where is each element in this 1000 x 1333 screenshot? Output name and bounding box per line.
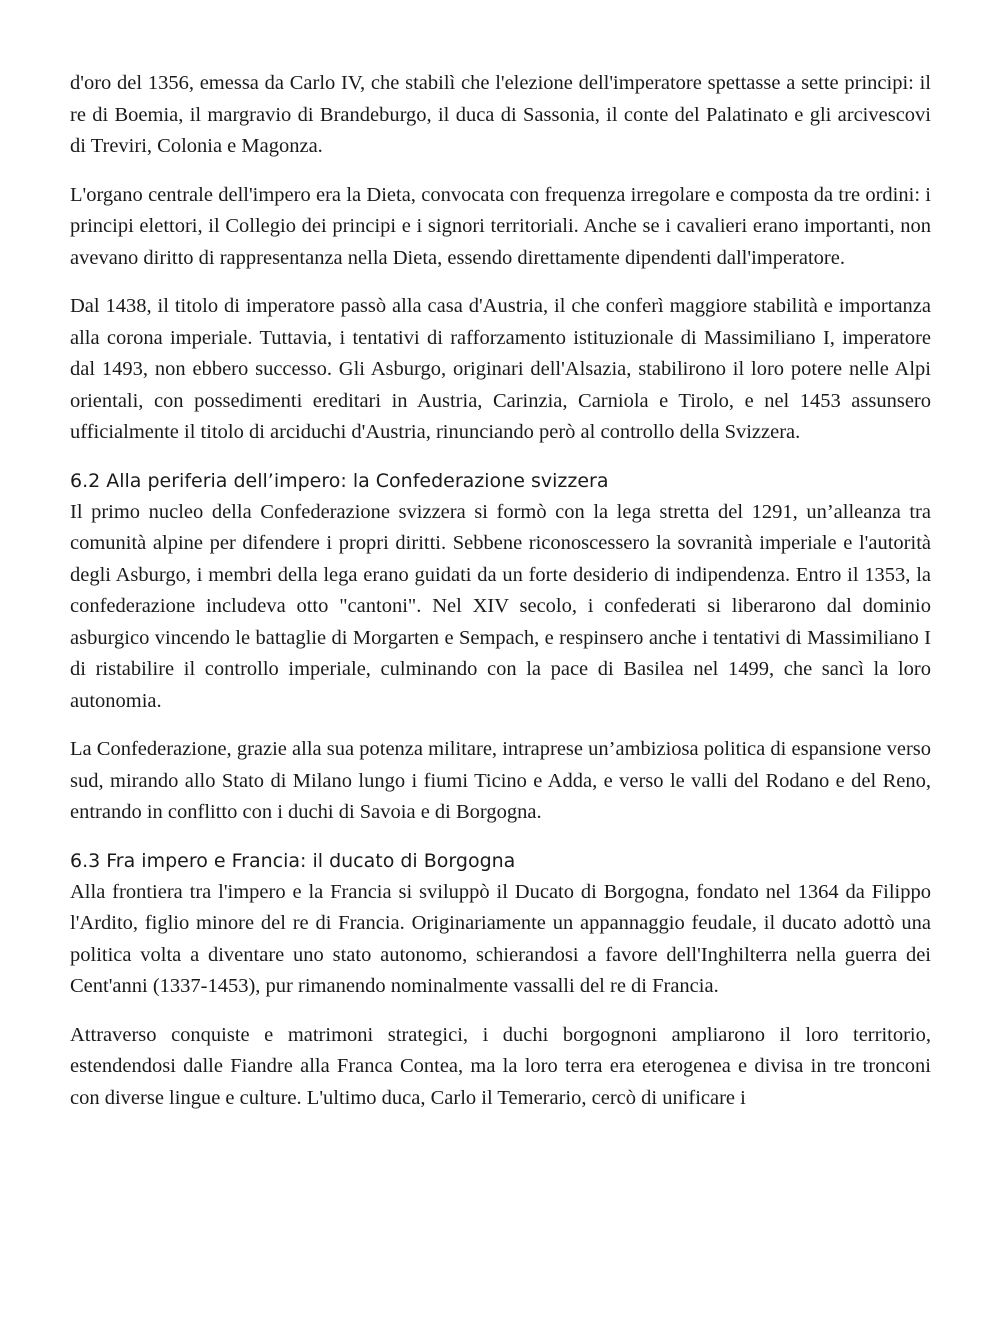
section-heading: 6.2 Alla periferia dell’impero: la Confederazione svizzera bbox=[70, 469, 609, 492]
body-paragraph: Alla frontiera tra l'impero e la Francia si sviluppò il Ducato di Borgogna, fondato nel 1364 da Filippo l'Ardito, figlio minore del re di Francia. Originariamente un appannaggio feudale, il ducato adottò una politica volta a diventare uno stato autonomo, schierandosi a favore dell'Inghilterra nella guerra dei Cent'anni (1337-1453), pur rimanendo nominalmente vassalli del re di Francia. bbox=[70, 880, 931, 997]
body-paragraph: L'organo centrale dell'impero era la Dieta, convocata con frequenza irregolare e composta da tre ordini: i principi elettori, il Collegio dei principi e i signori territoriali. Anche se i cavalieri erano importanti, non avevano diritto di rappresentanza nella Dieta, essendo direttamente dipendenti dall'imperatore. bbox=[70, 183, 931, 269]
section-heading: 6.3 Fra impero e Francia: il ducato di Borgogna bbox=[70, 849, 516, 872]
body-paragraph: d'oro del 1356, emessa da Carlo IV, che stabilì che l'elezione dell'imperatore spettasse a sette principi: il re di Boemia, il margravio di Brandeburgo, il duca di Sassonia, il conte del Palatinato e gli arcivescovi di Treviri, Colonia e Magonza. bbox=[70, 72, 931, 157]
body-paragraph: Il primo nucleo della Confederazione svizzera si formò con la lega stretta del 1291, un’alleanza tra comunità alpine per difendere i propri diritti. Sebbene riconoscessero la sovranità imperiale e l'autorità degli Asburgo, i membri della lega erano guidati da un forte desiderio di indipendenza. Entro il 1353, la confederazione includeva otto "cantoni". Nel XIV secolo, i confederati si liberarono dal dominio asburgico vincendo le battaglie di Morgarten e Sempach, e respinsero anche i tentativi di Massimiliano I di ristabilire il controllo imperiale, culminando con la pace di Basilea nel 1499, che sancì la loro autonomia. bbox=[70, 500, 931, 712]
body-paragraph: Dal 1438, il titolo di imperatore passò alla casa d'Austria, il che conferì maggiore stabilità e importanza alla corona imperiale. Tuttavia, i tentativi di rafforzamento istituzionale di Massimiliano I, imperatore dal 1493, non ebbero successo. Gli Asburgo, originari dell'Alsazia, stabilirono il loro potere nelle Alpi orientali, con possedimenti ereditari in Austria, Carinzia, Carniola e Tirolo, e nel 1453 assunsero ufficialmente il titolo di arciduchi d'Austria, rinunciando però al controllo della Svizzera. bbox=[70, 295, 931, 443]
document-page bbox=[70, 68, 931, 1131]
body-paragraph: La Confederazione, grazie alla sua potenza militare, intraprese un’ambiziosa politica di espansione verso sud, mirando allo Stato di Milano lungo i fiumi Ticino e Adda, e verso le valli del Rodano e del Reno, entrando in conflitto con i duchi di Savoia e di Borgogna. bbox=[70, 738, 931, 823]
body-paragraph: Attraverso conquiste e matrimoni strategici, i duchi borgognoni ampliarono il loro territorio, estendendosi dalle Fiandre alla Franca Contea, ma la loro terra era eterogenea e divisa in tre tronconi con diverse lingue e culture. L'ultimo duca, Carlo il Temerario, cercò di unificare i bbox=[70, 1023, 931, 1109]
